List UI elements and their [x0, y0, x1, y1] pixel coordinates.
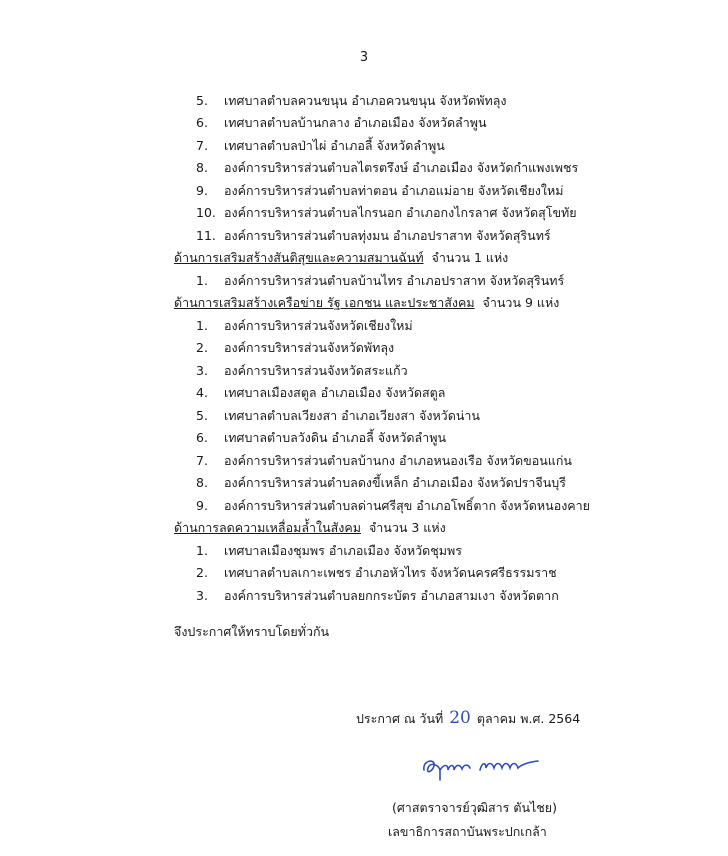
item-text: องค์การบริหารส่วนจังหวัดพัทลุง [224, 340, 395, 355]
date-month-year: ตุลาคม พ.ศ. 2564 [476, 711, 581, 726]
list-item [196, 182, 563, 200]
item-number: 7. [196, 138, 208, 153]
item-number: 1. [196, 318, 208, 333]
item-number: 3. [196, 363, 208, 378]
item-text: องค์การบริหารส่วนตำบลไกรนอก อำเภอกงไกรลาศ จังหวัดสุโขทัย [224, 205, 577, 220]
item-number: 10. [196, 205, 216, 220]
list-item [196, 317, 413, 335]
section-count: จำนวน 1 แห่ง [431, 250, 509, 265]
closing-statement: จึงประกาศให้ทราบโดยทั่วกัน [174, 624, 330, 639]
list-item [196, 114, 487, 132]
item-number: 1. [196, 543, 208, 558]
signer-title: เลขาธิการสถาบันพระปกเกล้า [388, 824, 547, 839]
item-number: 2. [196, 565, 208, 580]
section-heading [174, 249, 508, 267]
signer-name: (ศาสตราจารย์วุฒิสาร ตันไชย) [392, 800, 557, 815]
signature-image [418, 752, 542, 782]
item-text: องค์การบริหารส่วนตำบลด่านศรีสุข อำเภอโพธิ์ตาก จังหวัดหนองคาย [224, 498, 591, 513]
item-text: องค์การบริหารส่วนตำบลบ้านไทร อำเภอปราสาท จังหวัดสุรินทร์ [224, 273, 565, 288]
item-number: 11. [196, 228, 216, 243]
list-item [196, 497, 590, 515]
item-text: องค์การบริหารส่วนจังหวัดสระแก้ว [224, 363, 408, 378]
date-day: 20 [449, 708, 471, 728]
list-item [196, 227, 551, 245]
item-text: เทศบาลตำบลเวียงสา อำเภอเวียงสา จังหวัดน่าน [224, 408, 480, 423]
item-text: เทศบาลตำบลเกาะเพชร อำเภอหัวไทร จังหวัดนครศรีธรรมราช [224, 565, 557, 580]
list-item [196, 362, 408, 380]
item-number: 9. [196, 498, 208, 513]
item-number: 2. [196, 340, 208, 355]
item-text: เทศบาลเมืองสตูล อำเภอเมือง จังหวัดสตูล [224, 385, 446, 400]
section-count: จำนวน 3 แห่ง [368, 520, 446, 535]
item-text: องค์การบริหารส่วนตำบลดงขี้เหล็ก อำเภอเมือง จังหวัดปราจีนบุรี [224, 475, 566, 490]
date-prefix: ประกาศ ณ วันที่ [356, 711, 444, 726]
section-title: ด้านการลดความเหลื่อมล้ำในสังคม [174, 520, 361, 535]
item-text: เทศบาลเมืองชุมพร อำเภอเมือง จังหวัดชุมพร [224, 543, 462, 558]
item-text: เทศบาลตำบลป่าไผ่ อำเภอลี้ จังหวัดลำพูน [224, 138, 445, 153]
list-item [196, 137, 445, 155]
announcement-date [356, 708, 580, 729]
list-item [196, 474, 566, 492]
item-text: องค์การบริหารส่วนตำบลไตรตรึงษ์ อำเภอเมือง จังหวัดกำแพงเพชร [224, 160, 579, 175]
list-item [196, 339, 394, 357]
item-text: องค์การบริหารส่วนตำบลยกกระบัตร อำเภอสามเงา จังหวัดตาก [224, 588, 559, 603]
list-item [196, 384, 445, 402]
page-number: 3 [359, 50, 369, 65]
list-item [196, 564, 557, 582]
list-item [196, 452, 572, 470]
section-count: จำนวน 9 แห่ง [482, 295, 560, 310]
item-text: เทศบาลตำบลบ้านกลาง อำเภอเมือง จังหวัดลำพูน [224, 115, 487, 130]
item-text: องค์การบริหารส่วนจังหวัดเชียงใหม่ [224, 318, 413, 333]
list-item [196, 272, 564, 290]
list-item [196, 204, 577, 222]
list-item [196, 159, 578, 177]
list-item [196, 542, 462, 560]
section-title: ด้านการเสริมสร้างเครือข่าย รัฐ เอกชน และประชาสังคม [174, 295, 475, 310]
item-text: องค์การบริหารส่วนตำบลท่าตอน อำเภอแม่อาย จังหวัดเชียงใหม่ [224, 183, 564, 198]
section-heading [174, 519, 446, 537]
item-number: 7. [196, 453, 208, 468]
list-item [196, 92, 506, 110]
item-number: 5. [196, 93, 208, 108]
item-number: 8. [196, 475, 208, 490]
item-text: องค์การบริหารส่วนตำบลทุ่งมน อำเภอปราสาท จังหวัดสุรินทร์ [224, 228, 551, 243]
item-text: เทศบาลตำบลวังดิน อำเภอลี้ จังหวัดลำพูน [224, 430, 446, 445]
item-number: 6. [196, 430, 208, 445]
item-number: 3. [196, 588, 208, 603]
item-text: องค์การบริหารส่วนตำบลบ้านกง อำเภอหนองเรือ จังหวัดขอนแก่น [224, 453, 572, 468]
list-item [196, 587, 559, 605]
list-item [196, 407, 480, 425]
section-title: ด้านการเสริมสร้างสันติสุขและความสมานฉันท์ [174, 250, 424, 265]
item-number: 4. [196, 385, 208, 400]
item-number: 6. [196, 115, 208, 130]
item-number: 8. [196, 160, 208, 175]
item-text: เทศบาลตำบลควนขนุน อำเภอควนขนุน จังหวัดพัทลุง [224, 93, 507, 108]
item-number: 9. [196, 183, 208, 198]
item-number: 5. [196, 408, 208, 423]
item-number: 1. [196, 273, 208, 288]
section-heading [174, 294, 559, 312]
list-item [196, 429, 446, 447]
